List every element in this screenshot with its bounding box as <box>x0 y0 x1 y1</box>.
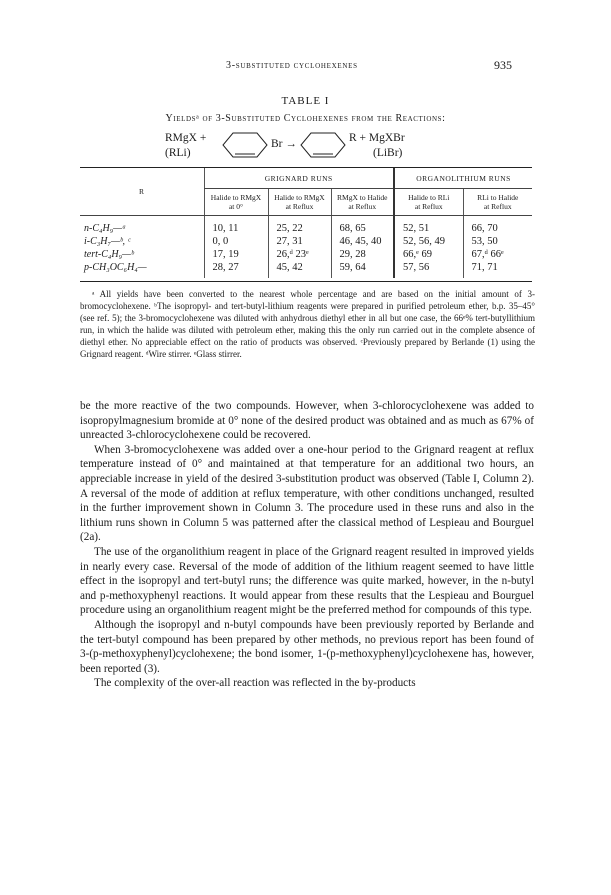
yield-cell: 68, 65 <box>331 216 394 236</box>
yields-table <box>80 168 532 278</box>
yield-cell: 29, 28 <box>331 248 394 261</box>
yield-cell: 52, 56, 49 <box>394 235 463 248</box>
yield-cell: 26,ᵈ 23ᵉ <box>268 248 331 261</box>
yield-cell: 66,ᵉ 69 <box>394 248 463 261</box>
table-row <box>80 235 532 248</box>
organolithium-group-header: ORGANOLITHIUM RUNS <box>394 168 532 189</box>
reaction-scheme <box>160 130 500 170</box>
yield-cell: 17, 19 <box>204 248 268 261</box>
table-bottom-rule <box>80 281 532 282</box>
grignard-group-header: GRIGNARD RUNS <box>204 168 394 189</box>
table-row <box>80 248 532 261</box>
page-number: 935 <box>494 58 512 72</box>
cyclohexene-ring-icon <box>300 130 346 160</box>
paragraph: The use of the organolithium reagent in place of the Grignard reagent resulted in improved yields in nearly every case. Reversal of the mode of addition of the lithium reagent seemed to have little effect in the isopropyl and tert-butyl runs; the difference was quite marked, however, in the n-butyl and p-methoxyphenyl reactions. It would appear from these results that the Lespieau and Bourguel procedure using an organolithium reagent might be the preferred method for compounds of this type. <box>80 545 534 617</box>
yield-cell: 27, 31 <box>268 235 331 248</box>
paragraph: The complexity of the over-all reaction was reflected in the by-products <box>94 677 416 690</box>
yield-cell: 59, 64 <box>331 261 394 278</box>
table-title: TABLE I <box>281 95 330 107</box>
yield-cell: 10, 11 <box>204 216 268 236</box>
column-header: RMgX to Halide at Reflux <box>331 189 394 216</box>
r-group-cell: i-C₃H₇—ᵇ, ᶜ <box>84 236 131 247</box>
product-right: R + MgXBr <box>349 132 405 144</box>
cyclohexene-ring-icon <box>222 130 268 160</box>
column-header: Halide to RMgX at Reflux <box>268 189 331 216</box>
paragraph: Although the isopropyl and n-butyl compounds have been previously reported by Berlande and the tert-butyl compound has been prepared by other methods, no previous report has been found of 3-(p-methoxyphenyl)cyclohexene; the bond isomer, 1-(p-methoxyphenyl)cyclohexene has, however, been reported (3). <box>80 618 534 675</box>
column-header: Halide to RMgX at 0° <box>204 189 268 216</box>
bromo-substituent: Br → <box>271 138 297 150</box>
yield-cell: 71, 71 <box>463 261 532 278</box>
paragraph: be the more reactive of the two compounds. However, when 3-chlorocyclohexene was added to isopropylmagnesium bromide at 0° none of the desired product was obtained and as much as 67% of unreacted 3-chlorocyclohexene could be recovered. <box>80 400 534 442</box>
yield-cell: 0, 0 <box>204 235 268 248</box>
table-caption: Yieldsᵃ of 3-Substituted Cyclohexenes from the Reactions: <box>165 113 446 124</box>
table-row <box>80 216 532 236</box>
yield-cell: 53, 50 <box>463 235 532 248</box>
column-header: RLi to Halide at Reflux <box>463 189 532 216</box>
r-column-header: R <box>80 168 204 216</box>
yield-cell: 25, 22 <box>268 216 331 236</box>
paragraph: When 3-bromocyclohexene was added over a one-hour period to the Grignard reagent at reflux temperature instead of 0° and maintained at that temperature for an additional two hours, an appreciable increase in yield of the desired 3-substitution product was observed (Table I, Column 2). A reversal of the mode of addition at reflux temperature, with other conditions unchanged, resulted in the further improvement shown in Column 3. The procedure used in these runs and also in the lithium runs shown in Column 5 was patterned after the classical method of Lespieau and Bourguel (2a). <box>80 443 534 544</box>
yield-cell: 45, 42 <box>268 261 331 278</box>
reagent-bottom: (RLi) <box>165 147 191 159</box>
column-header: Halide to RLi at Reflux <box>394 189 463 216</box>
yield-cell: 57, 56 <box>394 261 463 278</box>
yield-cell: 52, 51 <box>394 216 463 236</box>
yield-cell: 46, 45, 40 <box>331 235 394 248</box>
yield-cell: 67,ᵈ 66ᵉ <box>463 248 532 261</box>
r-group-cell: p-CH₃OC₆H₄— <box>84 262 147 273</box>
table-footnotes <box>80 288 535 360</box>
footnote-text: ᵃ All yields have been converted to the nearest whole percentage and are based on the initial amount of 3-bromocyclohexene. ᵇThe isopropyl- and tert-butyl-lithium reagents were prepared in purified petroleum ether, b.p. 35–45° (see ref. 5); the 3-bromocyclohexene was diluted with anhydrous diethyl ether in all but one case, the 66ᵉ% tert-butyllithium run, in which the halide was diluted with petroleum ether, making this the only run carried out in the complete absence of diethyl ether. No appreciable effect on the ratio of products was observed. ᶜPreviously prepared by Berlande (1) using the Grignard reagent. ᵈWire stirrer. ᵉGlass stirrer. <box>80 289 535 359</box>
yield-cell: 66, 70 <box>463 216 532 236</box>
r-group-cell: n-C₄H₉—ᵃ <box>84 223 127 234</box>
yield-cell: 28, 27 <box>204 261 268 278</box>
running-title: 3-substituted cyclohexenes <box>226 60 358 71</box>
running-head <box>0 58 611 76</box>
table-row <box>80 261 532 278</box>
byproduct-bottom: (LiBr) <box>373 147 403 159</box>
reagent-top: RMgX + <box>165 132 207 144</box>
body-text <box>80 399 534 691</box>
r-group-cell: tert-C₄H₉—ᵇ <box>84 249 134 260</box>
